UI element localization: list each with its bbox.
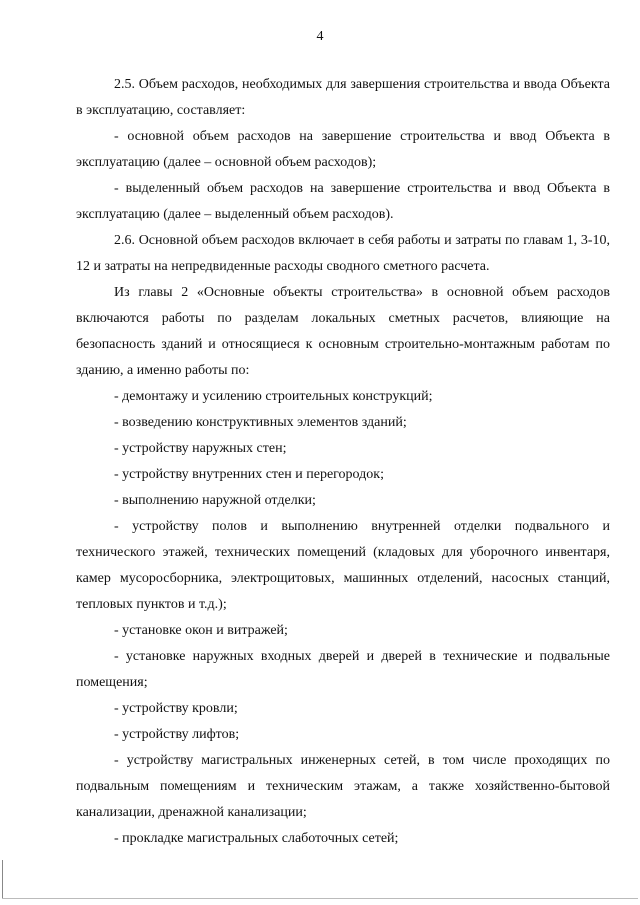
list-item-structural-elements: - возведению конструктивных элементов зданий; [114, 415, 407, 430]
page-number: 4 [316, 29, 324, 44]
paragraph-chapter-2: Из главы 2 «Основные объекты строительства» в основной объем расходов включаются работы по разделам локальных сметных расчетов, влияющие на безопасность зданий и относящиеся к основным строительно-монтажным работам по зданию, а именно работы по: [76, 285, 610, 378]
list-item-allocated-expenses: - выделенный объем расходов на завершение строительства и ввод Объекта в эксплуатацию (далее – выделенный объем расходов). [76, 181, 610, 222]
list-item-main-expenses: - основной объем расходов на завершение строительства и ввод Объекта в эксплуатацию (далее – основной объем расходов); [76, 129, 610, 170]
paragraph-2-5: 2.5. Объем расходов, необходимых для завершения строительства и ввода Объекта в эксплуатацию, составляет: [76, 77, 610, 118]
paragraph-2-6: 2.6. Основной объем расходов включает в себя работы и затраты по главам 1, 3-10, 12 и затраты на непредвиденные расходы сводного сметного расчета. [76, 233, 610, 274]
list-item-roof: - устройству кровли; [114, 701, 238, 716]
list-item-elevators: - устройству лифтов; [114, 727, 240, 742]
list-item-exterior-finish: - выполнению наружной отделки; [114, 493, 316, 508]
list-item-doors: - установке наружных входных дверей и дверей в технические и подвальные помещения; [76, 649, 610, 690]
document-body [76, 72, 610, 852]
list-item-windows: - установке окон и витражей; [114, 623, 288, 638]
list-item-low-current-networks: - прокладке магистральных слаботочных сетей; [114, 831, 399, 846]
list-item-interior-walls: - устройству внутренних стен и перегородок; [114, 467, 384, 482]
scan-edge-bottom [2, 898, 638, 899]
list-item-dismantling: - демонтажу и усилению строительных конструкций; [114, 389, 433, 404]
list-item-floors-interior: - устройству полов и выполнению внутренней отделки подвального и технического этажей, технических помещений (кладовых для уборочного инвентаря, камер мусоросборника, электрощитовых, машинных отделений, насосных станций, тепловых пунктов и т.д.); [76, 519, 610, 612]
scan-edge-left [2, 860, 3, 898]
list-item-engineering-networks: - устройству магистральных инженерных сетей, в том числе проходящих по подвальным помещениям и техническим этажам, а также хозяйственно-бытовой канализации, дренажной канализации; [76, 753, 610, 820]
list-item-exterior-walls: - устройству наружных стен; [114, 441, 287, 456]
